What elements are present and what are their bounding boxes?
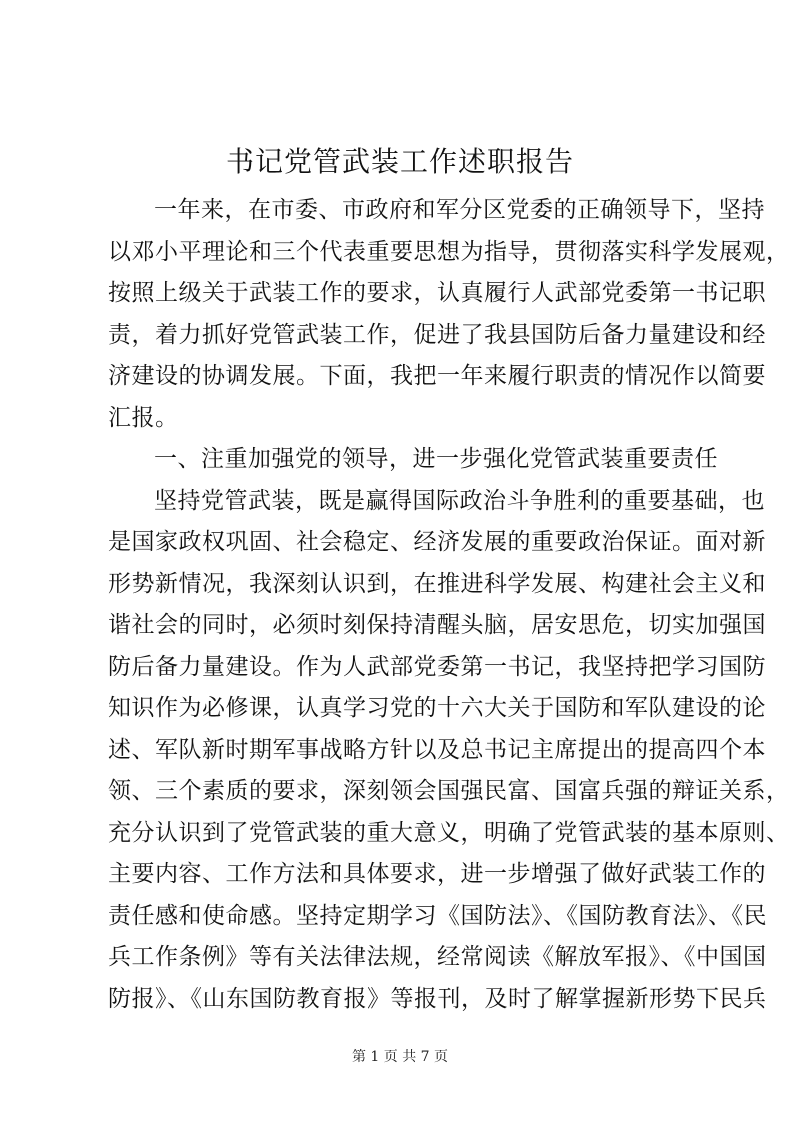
body-line: 按照上级关于武装工作的要求，认真履行人武部党委第一书记职 bbox=[108, 280, 766, 306]
body-line: 谐社会的同时，必须时刻保持清醒头脑，居安思危，切实加强国 bbox=[108, 612, 766, 638]
body-line: 一年来，在市委、市政府和军分区党委的正确领导下，坚持 bbox=[154, 197, 765, 223]
body-line: 责，着力抓好党管武装工作，促进了我县国防后备力量建设和经 bbox=[108, 321, 766, 348]
body-line: 领、三个素质的要求，深刻领会国强民富、国富兵强的辩证关系， bbox=[108, 778, 790, 804]
body-line: 充分认识到了党管武装的重大意义，明确了党管武装的基本原则、 bbox=[108, 819, 790, 846]
document-body bbox=[108, 190, 790, 1020]
body-line: 知识作为必修课，认真学习党的十六大关于国防和军队建设的论 bbox=[108, 695, 766, 721]
body-line: 主要内容、工作方法和具体要求，进一步增强了做好武装工作的 bbox=[108, 861, 766, 887]
body-line: 济建设的协调发展。下面，我把一年来履行职责的情况作以简要 bbox=[108, 363, 766, 389]
body-line: 防报》、《山东国防教育报》等报刊，及时了解掌握新形势下民兵 bbox=[108, 985, 767, 1012]
page-footer: 第 1 页 共 7 页 bbox=[351, 1049, 449, 1065]
body-line: 一、注重加强党的领导，进一步强化党管武装重要责任 bbox=[154, 446, 718, 472]
body-line: 形势新情况，我深刻认识到，在推进科学发展、构建社会主义和 bbox=[108, 570, 766, 597]
body-line: 防后备力量建设。作为人武部党委第一书记，我坚持把学习国防 bbox=[108, 653, 766, 680]
body-line: 述、军队新时期军事战略方针以及总书记主席提出的提高四个本 bbox=[108, 736, 766, 763]
body-line: 兵工作条例》等有关法律法规，经常阅读《解放军报》、《中国国 bbox=[108, 944, 767, 970]
document-title: 书记党管武装工作述职报告 bbox=[225, 145, 574, 178]
body-line: 是国家政权巩固、社会稳定、经济发展的重要政治保证。面对新 bbox=[108, 529, 766, 555]
body-line: 汇报。 bbox=[108, 404, 179, 431]
body-line: 坚持党管武装，既是赢得国际政治斗争胜利的重要基础，也 bbox=[154, 487, 765, 514]
body-line: 以邓小平理论和三个代表重要思想为指导，贯彻落实科学发展观， bbox=[108, 238, 790, 265]
body-line: 责任感和使命感。坚持定期学习《国防法》、《国防教育法》、《民 bbox=[108, 902, 767, 929]
